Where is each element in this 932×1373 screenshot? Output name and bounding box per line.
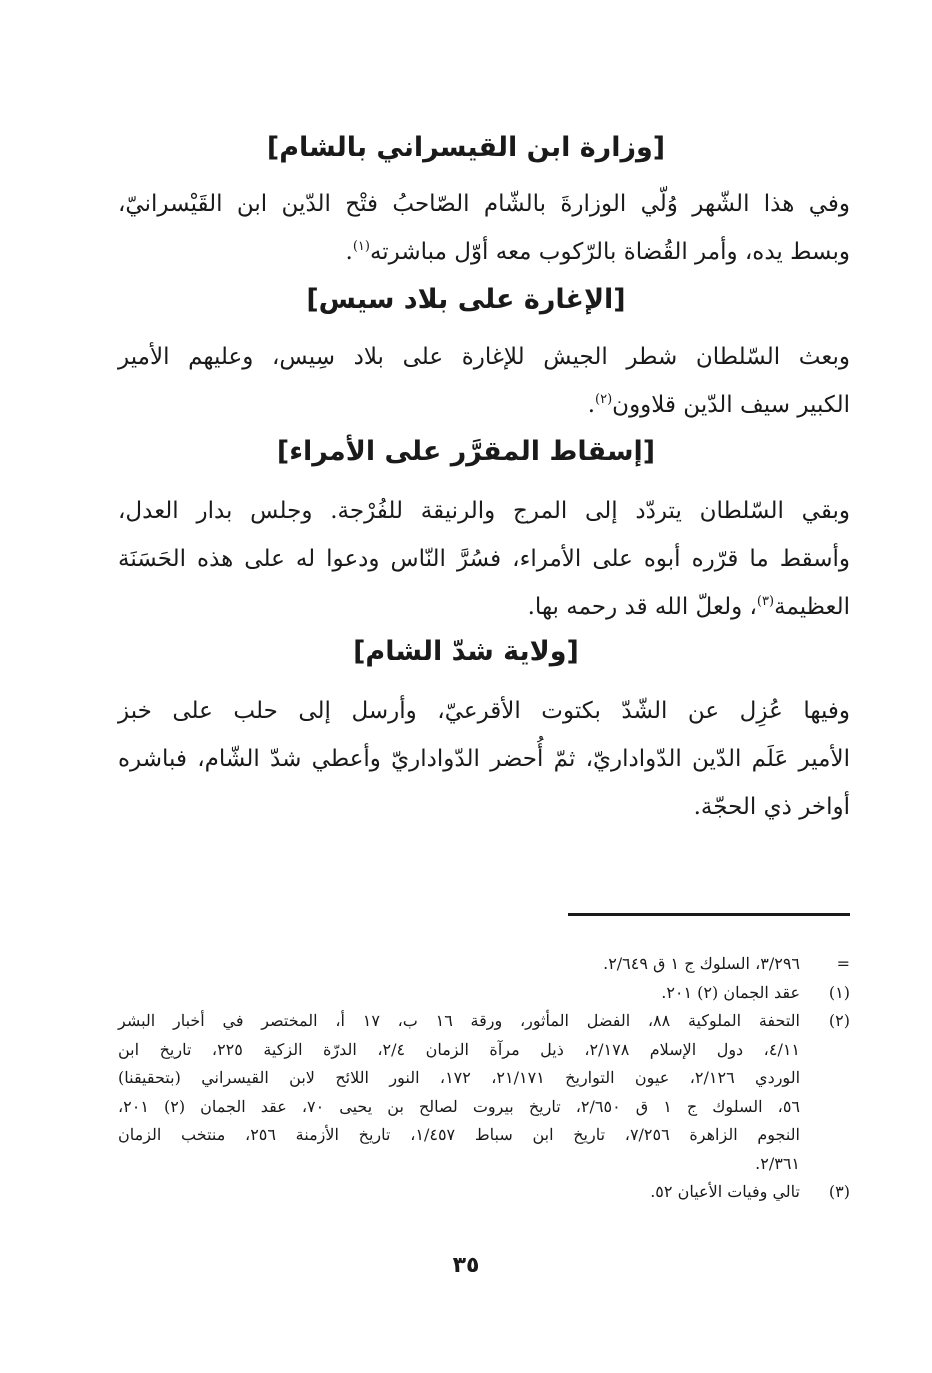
footnote-2: [118, 1007, 850, 1178]
footnote-line: الوردي ٢/١٢٦، عيون التواريخ ٢١/١٧١، ١٧٢، النور اللائح لابن القيسراني (بتحقيقنا): [118, 1068, 801, 1087]
footnote-3: [118, 1178, 850, 1207]
section-paragraph: [118, 180, 850, 276]
section-paragraph: [118, 687, 850, 831]
paragraph-line: وفي هذا الشّهر وُلّي الوزارةَ بالشّام الصّاحبُ فتْح الدّين ابن القَيْسرانيّ،: [118, 191, 850, 217]
paragraph-tail: ، ولعلّ الله قد رحمه بها.: [527, 594, 757, 620]
footnote-marker: (٣): [828, 1182, 850, 1201]
paragraph-line: وفيها عُزِل عن الشّدّ بكتوت الأقرعيّ، وأرسل إلى حلب على خبز: [118, 698, 850, 724]
paragraph-tail: .: [587, 392, 596, 418]
section-paragraph: [118, 333, 850, 429]
footnote-text: [118, 1178, 800, 1207]
footnote-separator: [568, 913, 850, 916]
paragraph-text: العظيمة: [774, 594, 850, 620]
footnote-reference[interactable]: (٢): [595, 392, 613, 407]
paragraph-line: وبعث السّلطان شطر الجيش للإغارة على بلاد سِيس، وعليهم الأمير: [118, 344, 850, 370]
footnotes: [118, 950, 850, 1207]
section-heading: [ولاية شدّ الشام]: [353, 636, 579, 667]
footnote-text: [118, 979, 800, 1008]
footnote-marker: (٢): [828, 1011, 850, 1030]
paragraph-line: الأمير عَلَم الدّين الدّواداريّ، ثمّ أُحضر الدّواداريّ وأعطي شدّ الشّام، فباشره: [118, 746, 850, 772]
paragraph-line: وأسقط ما قرّره أبوه على الأمراء، فسُرَّ النّاس ودعوا له على هذه الحَسَنَة: [118, 546, 850, 572]
paragraph-line-last: أواخر ذي الحجّة.: [693, 794, 850, 820]
footnote-line: تالي وفيات الأعيان ٥٢.: [650, 1182, 800, 1201]
paragraph-line-last: [118, 381, 850, 429]
section-heading: [إسقاط المقرَّر على الأمراء]: [276, 436, 656, 467]
footnote-line: التحفة الملوكية ٨٨، الفضل المأثور، ورقة ١٦ ب، ١٧ أ، المختصر في أخبار البشر: [118, 1011, 801, 1030]
footnote-line: عقد الجمان (٢) ٢٠١.: [661, 982, 800, 1002]
footnote-1: [118, 979, 850, 1008]
footnote-marker: =: [836, 954, 850, 973]
footnote-line: ٣/٢٩٦، السلوك ج ١ ق ٢/٦٤٩.: [603, 954, 800, 973]
section-heading: [وزارة ابن القيسراني بالشام]: [266, 132, 666, 163]
footnote-line: ٥٦، السلوك ج ١ ق ٢/٦٥٠، تاريخ بيروت لصالح بن يحيى ٧٠، عقد الجمان (٢) ٢٠١،: [118, 1096, 801, 1116]
paragraph-line-last: [118, 228, 850, 276]
section-heading: [الإغارة على بلاد سيس]: [306, 284, 626, 315]
paragraph-text: الكبير سيف الدّين قلاوون: [612, 392, 850, 418]
paragraph-text: وبسط يده، وأمر القُضاة بالرّكوب معه أوّل مباشرته: [369, 239, 850, 265]
footnote-line: ٢/٣٦١.: [755, 1153, 800, 1173]
footnote-continuation: [118, 950, 850, 979]
paragraph-line: وبقي السّلطان يتردّد إلى المرج والرنيقة للفُرْجة. وجلس بدار العدل،: [118, 498, 850, 524]
footnote-reference[interactable]: (١): [352, 239, 370, 254]
footnote-text: [118, 950, 800, 979]
footnote-marker: (١): [828, 982, 850, 1002]
section-paragraph: [118, 487, 850, 631]
footnote-text: [118, 1007, 800, 1178]
page-number: ٣٥: [452, 1253, 480, 1278]
footnote-reference[interactable]: (٣): [756, 594, 775, 609]
paragraph-line-last: [118, 583, 850, 631]
footnote-line: ٤/١١، دول الإسلام ٢/١٧٨، ذيل مرآة الزمان ٢/٤، الدرّة الزكية ٢٢٥، تاريخ ابن: [118, 1039, 801, 1059]
paragraph-tail: .: [345, 239, 353, 265]
footnote-line: النجوم الزاهرة ٧/٢٥٦، تاريخ ابن سباط ١/٤٥٧، تاريخ الأزمنة ٢٥٦، منتخب الزمان: [118, 1125, 801, 1144]
